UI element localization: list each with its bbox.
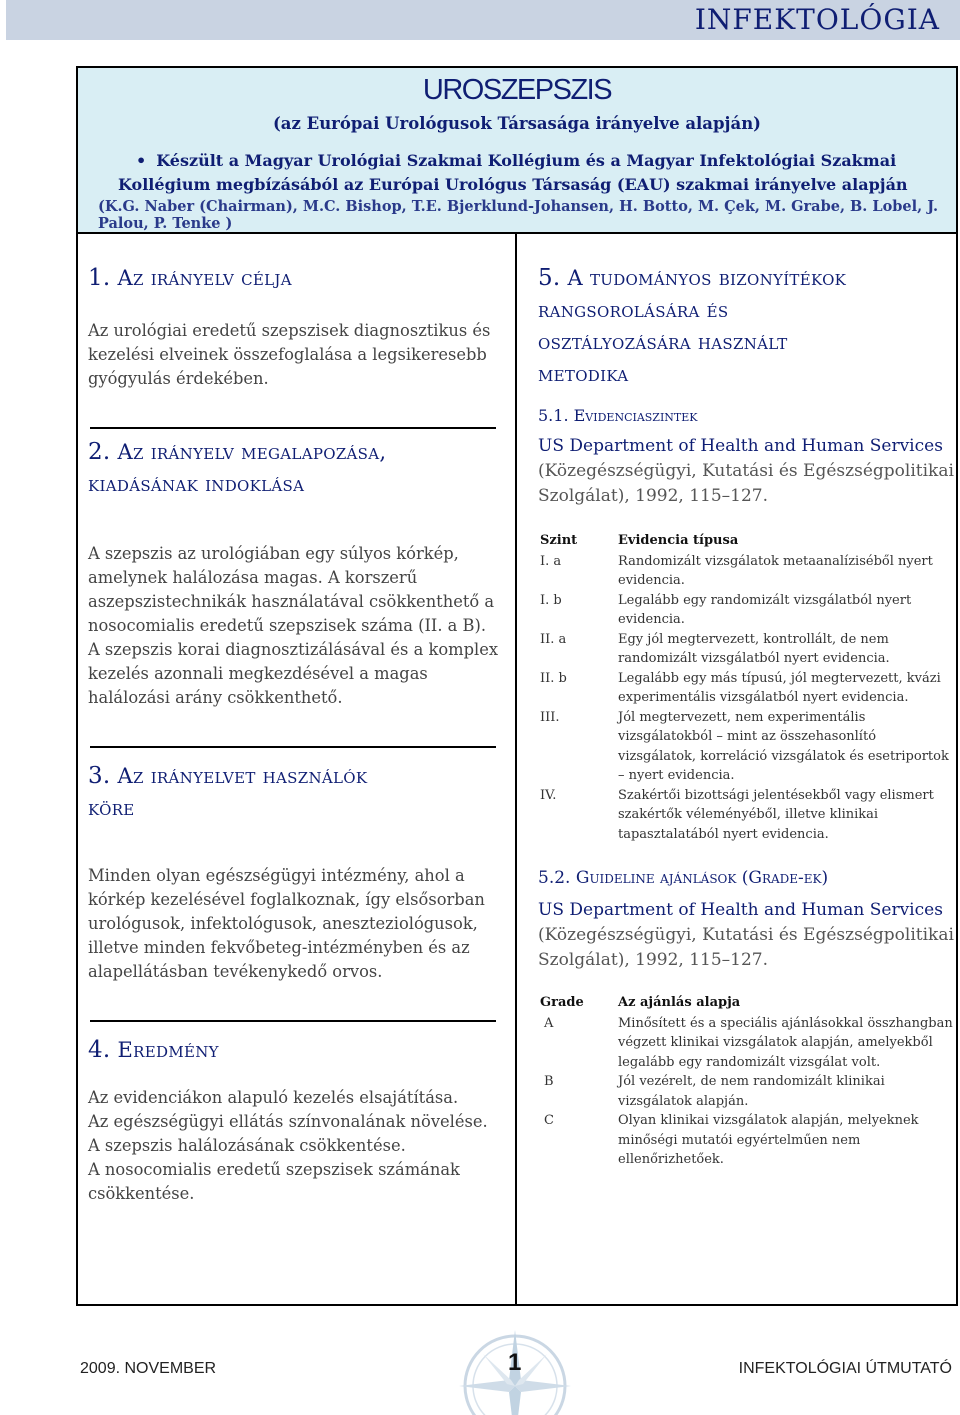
description-cell: Szakértői bizottsági jelentésekből vagy elismert szakértők véleményéből, illetve klinikai tapasztalatából nyert evidencia. xyxy=(618,787,934,842)
table-row xyxy=(538,552,956,591)
table-header-cell: Evidencia típusa xyxy=(618,533,739,548)
table-row xyxy=(538,708,956,786)
section-3-heading: 3. Az irányelvet használók köre xyxy=(88,763,368,820)
section-1-body: Az urológiai eredetű szepszisek diagnosztikus és kezelési elveinek összefoglalása a legsikeresebb gyógyulás érdekében. xyxy=(88,321,491,388)
page-number: 1 xyxy=(508,1349,522,1376)
section-5-1-heading: 5.1. Evidenciaszintek xyxy=(538,406,698,425)
table-row xyxy=(538,1111,956,1170)
article-frame xyxy=(76,66,958,1306)
section-rule xyxy=(90,746,496,748)
level-cell: II. a xyxy=(540,631,567,647)
article-header xyxy=(78,68,956,234)
top-bar xyxy=(6,0,960,40)
table-row xyxy=(538,630,956,669)
grade-table xyxy=(538,993,956,1170)
commission-line-1: Készült a Magyar Urológiai Szakmai Kollégium és a Magyar Infektológiai Szakmai xyxy=(156,151,897,170)
grade-cell: A xyxy=(544,1015,554,1031)
footer-date: 2009. NOVEMBER xyxy=(80,1360,217,1377)
commission-note xyxy=(118,149,953,197)
grade-cell: B xyxy=(544,1074,554,1089)
table-header-cell: Grade xyxy=(540,995,584,1010)
table-header-row xyxy=(538,993,956,1014)
section-4-heading: 4. Eredmény xyxy=(88,1037,219,1063)
result-line: A szepszis halálozásának csökkentése. xyxy=(88,1136,406,1155)
article-subtitle: (az Európai Urológusok Társasága irányelve alapján) xyxy=(273,114,761,133)
evidence-level-table xyxy=(538,531,956,844)
description-cell: Randomizált vizsgálatok metaanalíziséből nyert evidencia. xyxy=(618,553,933,588)
level-cell: I. b xyxy=(540,592,562,608)
section-1-heading: 1. Az irányelv célja xyxy=(88,265,292,291)
table-row xyxy=(538,591,956,630)
footer-journal: INFEKTOLÓGIAI ÚTMUTATÓ xyxy=(738,1360,952,1377)
table-row xyxy=(538,669,956,708)
description-cell: Olyan klinikai vizsgálatok alapján, melyeknek minőségi mutatói egyértelműen nem ellenőrizhetőek. xyxy=(618,1113,919,1167)
journal-section-title: INFEKTOLÓGIA xyxy=(694,3,940,36)
section-5-heading: 5. A tudományos bizonyítékok rangsorolására és osztályozására használt metodika xyxy=(538,265,847,386)
section-rule xyxy=(90,427,496,429)
description-cell: Egy jól megtervezett, kontrollált, de nem randomizált vizsgálatból nyert evidencia. xyxy=(618,631,890,666)
result-line: A nosocomialis eredetű szepszisek számának csökkentése. xyxy=(88,1160,460,1203)
left-column xyxy=(88,258,498,1206)
section-3-body: Minden olyan egészségügyi intézmény, ahol a kórkép kezelésével foglalkoznak, így elsősorban urológusok, infektológusok, aneszteziológusok, illetve minden fekvőbeteg-intézményben és az alapellátásban tevékenykedő orvos. xyxy=(88,866,485,981)
article-title: UROSZEPSZIS xyxy=(422,74,612,106)
grade-cell: C xyxy=(544,1113,554,1128)
commission-line-2: Kollégium megbízásából az Európai Urológus Társaság (EAU) szakmai irányelve alapján xyxy=(118,175,908,194)
section-2-heading: 2. Az irányelv megalapozása, kiadásának indoklása xyxy=(88,439,387,496)
table-header-cell: Szint xyxy=(540,533,578,548)
description-cell: Minősített és a speciális ajánlásokkal összhangban végzett klinikai vizsgálatok alapján, amelyekből legalább egy randomizált vizsgálat volt. xyxy=(618,1015,953,1070)
level-cell: III. xyxy=(540,709,560,725)
bullet-icon: • xyxy=(136,151,147,170)
description-cell: Jól megtervezett, nem experimentális vizsgálatokból – mint az összehasonlító vizsgálatok, korreláció vizsgálatok és esetriportok – nyert evidencia. xyxy=(618,709,949,783)
right-column xyxy=(538,258,956,1170)
section-5-2-heading: 5.2. Guideline ajánlások (Grade-ek) xyxy=(538,868,829,888)
column-divider xyxy=(515,234,517,1306)
table-header-row xyxy=(538,531,956,552)
description-cell: Jól vezérelt, de nem randomizált klinikai vizsgálatok alapján. xyxy=(618,1074,885,1109)
table-header-cell: Az ajánlás alapja xyxy=(618,995,741,1010)
description-cell: Legalább egy randomizált vizsgálatból nyert evidencia. xyxy=(618,592,912,627)
section-2-body: A szepszis az urológiában egy súlyos kórkép, amelynek halálozása magas. A korszerű aszepszistechnikák használatával csökkenthető a nosocomialis eredetű szepszisek száma (II. a B). A szepszis korai diagnosztizálásával és a komplex kezelés azonnali megkezdésével a magas halálozási arány csökkenthető. xyxy=(88,544,499,707)
author-list: (K.G. Naber (Chairman), M.C. Bishop, T.E. Bjerklund-Johansen, H. Botto, M. Çek, M. Grabe, B. Lobel, J. Palou, P. Tenke ) xyxy=(98,198,939,232)
result-line: Az egészségügyi ellátás színvonalának növelése. xyxy=(88,1112,488,1131)
level-cell: II. b xyxy=(540,670,567,686)
table-row xyxy=(538,1072,956,1111)
description-cell: Legalább egy más típusú, jól megtervezett, kvázi experimentális vizsgálatból nyert evidencia. xyxy=(618,670,941,705)
level-cell: I. a xyxy=(540,553,562,569)
result-line: Az evidenciákon alapuló kezelés elsajátítása. xyxy=(88,1088,459,1107)
table-row xyxy=(538,786,956,845)
evidence-reference: US Department of Health and Human Services (Közegészségügyi, Kutatási és Egészségpolitikai Szolgálat), 1992, 115–127. xyxy=(538,436,954,506)
section-4-body xyxy=(88,1086,498,1206)
level-cell: IV. xyxy=(540,787,557,803)
table-row xyxy=(538,1014,956,1073)
grade-reference: US Department of Health and Human Services (Közegészségügyi, Kutatási és Egészségpolitikai Szolgálat), 1992, 115–127. xyxy=(538,900,954,970)
section-rule xyxy=(90,1020,496,1022)
